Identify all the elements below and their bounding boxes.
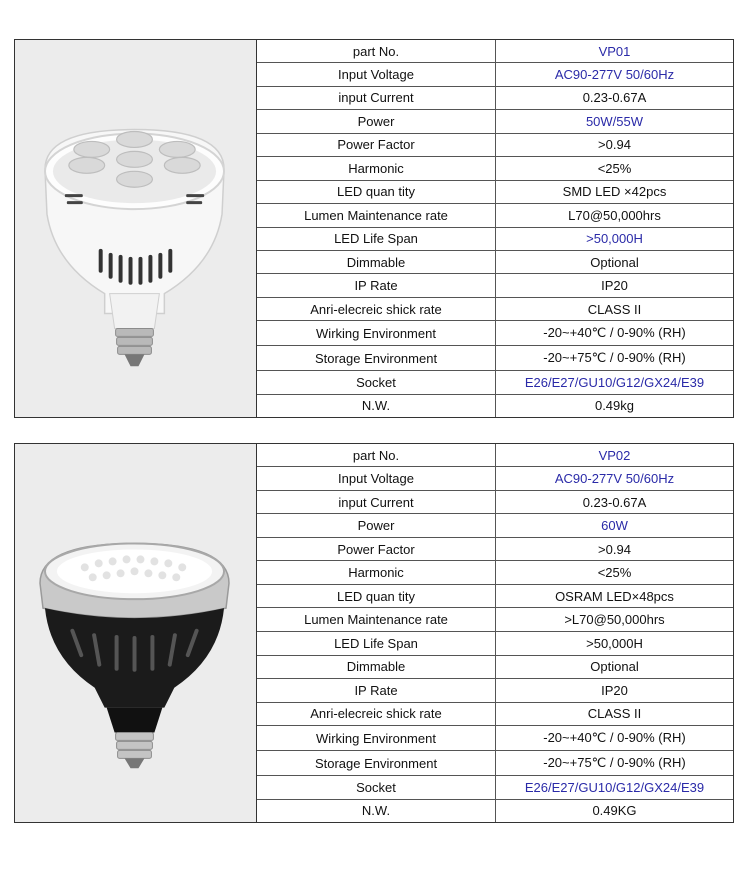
spec-row [257,584,733,608]
spec-label: Power [257,514,496,538]
spec-label: LED Life Span [257,632,496,656]
product-photo-white-led-bulb [15,40,257,417]
spec-row [257,180,733,203]
spec-label: LED quan tity [257,180,496,203]
spec-label: Dimmable [257,250,496,273]
spec-label: Lumen Maintenance rate [257,608,496,632]
spec-label: Lumen Maintenance rate [257,204,496,227]
spec-label: Wirking Environment [257,726,496,751]
spec-label: Wirking Environment [257,321,496,346]
spec-value: E26/E27/GU10/G12/GX24/E39 [496,371,734,394]
spec-row [257,346,733,371]
spec-value: -20~+75℃ / 0-90% (RH) [496,751,734,776]
spec-value: >0.94 [496,537,734,561]
spec-label: part No. [257,444,496,467]
spec-row [257,799,733,822]
spec-label: Power [257,110,496,133]
product-photo-black-silver-led-bulb [15,444,257,822]
spec-value: 0.49kg [496,394,734,417]
spec-row [257,250,733,273]
spec-row [257,394,733,417]
spec-label: N.W. [257,799,496,822]
spec-label: Anri-elecreic shick rate [257,702,496,726]
spec-row [257,776,733,800]
spec-row [257,444,733,467]
spec-label: Anri-elecreic shick rate [257,297,496,320]
spec-row [257,321,733,346]
spec-row [257,726,733,751]
spec-value: AC90-277V 50/60Hz [496,467,734,491]
spec-value: VP01 [496,40,734,63]
spec-label: Power Factor [257,133,496,156]
spec-row [257,751,733,776]
spec-label: N.W. [257,394,496,417]
spec-value: 0.23-0.67A [496,490,734,514]
product-spec-block-vp01 [14,39,734,418]
spec-row [257,490,733,514]
spec-value: <25% [496,561,734,585]
spec-value: AC90-277V 50/60Hz [496,63,734,86]
spec-table-vp01 [257,40,733,417]
spec-row [257,86,733,109]
spec-value: 60W [496,514,734,538]
spec-value: -20~+75℃ / 0-90% (RH) [496,346,734,371]
spec-label: LED quan tity [257,584,496,608]
spec-value: -20~+40℃ / 0-90% (RH) [496,321,734,346]
spec-row [257,371,733,394]
spec-value: CLASS II [496,297,734,320]
spec-row [257,40,733,63]
spec-value: >50,000H [496,632,734,656]
spec-label: input Current [257,86,496,109]
spec-row [257,157,733,180]
spec-value: OSRAM LED×48pcs [496,584,734,608]
spec-value: -20~+40℃ / 0-90% (RH) [496,726,734,751]
spec-row [257,297,733,320]
spec-label: Socket [257,371,496,394]
spec-label: Storage Environment [257,751,496,776]
spec-label: IP Rate [257,274,496,297]
spec-row [257,204,733,227]
spec-label: Harmonic [257,157,496,180]
spec-row [257,274,733,297]
spec-value: CLASS II [496,702,734,726]
spec-value: >L70@50,000hrs [496,608,734,632]
spec-row [257,655,733,679]
spec-label: Power Factor [257,537,496,561]
spec-row [257,561,733,585]
spec-label: Input Voltage [257,467,496,491]
spec-row [257,679,733,703]
spec-value: IP20 [496,274,734,297]
product-spec-block-vp02 [14,443,734,823]
black-silver-led-bulb-image [15,444,256,822]
spec-value: E26/E27/GU10/G12/GX24/E39 [496,776,734,800]
spec-label: LED Life Span [257,227,496,250]
spec-value: >50,000H [496,227,734,250]
spec-row [257,133,733,156]
spec-value: 50W/55W [496,110,734,133]
spec-label: Storage Environment [257,346,496,371]
spec-value: 0.23-0.67A [496,86,734,109]
spec-row [257,467,733,491]
spec-row [257,227,733,250]
spec-value: 0.49KG [496,799,734,822]
spec-row [257,702,733,726]
spec-value: <25% [496,157,734,180]
spec-value: SMD LED ×42pcs [496,180,734,203]
spec-value: >0.94 [496,133,734,156]
spec-row [257,537,733,561]
spec-value: VP02 [496,444,734,467]
spec-row [257,632,733,656]
spec-label: Harmonic [257,561,496,585]
white-led-bulb-image [15,40,256,417]
spec-table-vp02 [257,444,733,822]
spec-row [257,63,733,86]
spec-value: Optional [496,250,734,273]
spec-row [257,608,733,632]
spec-row [257,514,733,538]
spec-label: part No. [257,40,496,63]
spec-label: input Current [257,490,496,514]
spec-label: Socket [257,776,496,800]
spec-label: Input Voltage [257,63,496,86]
spec-row [257,110,733,133]
spec-label: IP Rate [257,679,496,703]
spec-label: Dimmable [257,655,496,679]
spec-value: IP20 [496,679,734,703]
spec-value: L70@50,000hrs [496,204,734,227]
spec-value: Optional [496,655,734,679]
